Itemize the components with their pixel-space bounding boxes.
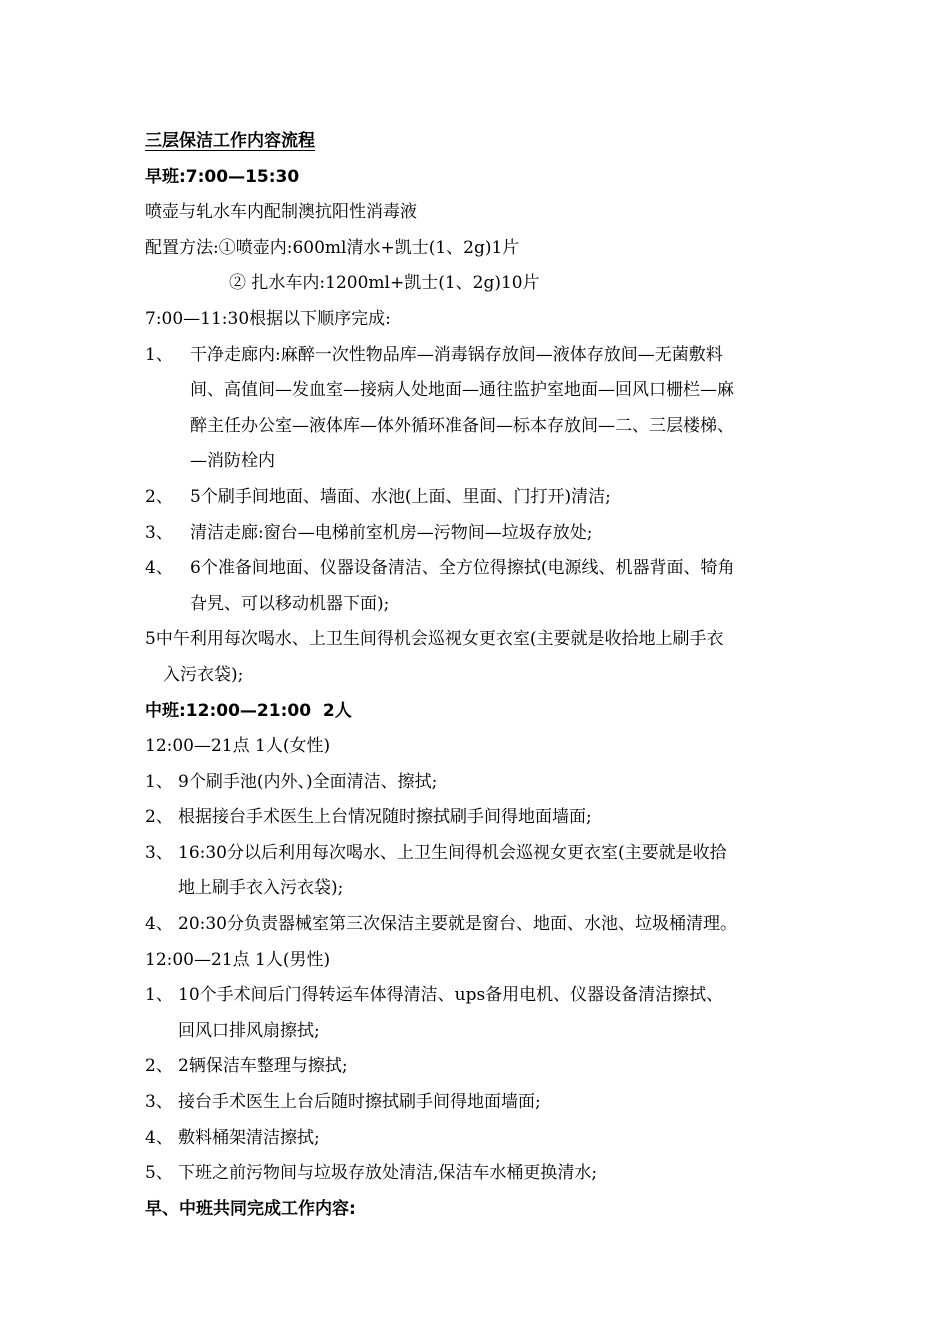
item-continuation: —消防栓内 bbox=[190, 451, 275, 472]
item-text: 20:30分负责器械室第三次保洁主要就是窗台、地面、水池、垃圾桶清理。 bbox=[178, 914, 737, 935]
female-item-3 bbox=[145, 836, 815, 872]
item-text: 9个刷手池(内外、)全面清洁、擦拭; bbox=[178, 771, 438, 792]
item-text: 2辆保洁车整理与擦拭; bbox=[178, 1056, 348, 1077]
item-text: 下班之前污物间与垃圾存放处清洁,保洁车水桶更换清水; bbox=[178, 1163, 598, 1184]
document-page bbox=[145, 124, 815, 1227]
item-text: 6个准备间地面、仪器设备清洁、全方位得擦拭(电源线、机器背面、犄角 bbox=[190, 558, 735, 579]
method-line-1: 配置方法:①喷壶内:600ml清水+凯士(1、2g)1片 bbox=[145, 237, 520, 258]
item-number: 2、 bbox=[145, 807, 173, 828]
item-number: 5、 bbox=[145, 1163, 173, 1184]
item-text: 接台手术医生上台后随时擦拭刷手间得地面墙面; bbox=[178, 1092, 541, 1113]
document-title: 三层保洁工作内容流程 bbox=[145, 131, 315, 151]
male-item-5 bbox=[145, 1156, 815, 1192]
item-text: 敷料桶架清洁擦拭; bbox=[178, 1127, 320, 1148]
method-line-2: ② 扎水车内:1200ml+凯士(1、2g)10片 bbox=[229, 273, 540, 294]
female-item-4 bbox=[145, 907, 815, 943]
male-item-2 bbox=[145, 1049, 815, 1085]
item-number: 3、 bbox=[145, 842, 173, 863]
female-shift-header: 12:00—21点 1人(女性) bbox=[145, 736, 331, 757]
item-text: 5个刷手间地面、墙面、水池(上面、里面、门打开)清洁; bbox=[190, 486, 611, 507]
middle-shift-header bbox=[145, 694, 815, 730]
item-number: 3、 bbox=[145, 522, 173, 543]
item-text: 16:30分以后利用每次喝水、上卫生间得机会巡视女更衣室(主要就是收拾 bbox=[178, 842, 727, 863]
morning-item-3 bbox=[145, 516, 815, 552]
item-continuation: 醉主任办公室—液体库—体外循环准备间—标本存放间—二、三层楼梯、 bbox=[190, 415, 734, 436]
middle-shift-header-text: 中班:12:00—21:00 2人 bbox=[145, 700, 352, 721]
item-text: 根据接台手术医生上台情况随时擦拭刷手间得地面墙面; bbox=[178, 807, 592, 828]
item-number: 3、 bbox=[145, 1092, 173, 1113]
female-item-1 bbox=[145, 765, 815, 801]
male-item-3 bbox=[145, 1085, 815, 1121]
morning-item-5: 5中午利用每次喝水、上卫生间得机会巡视女更衣室(主要就是收拾地上刷手衣 bbox=[145, 629, 724, 650]
shared-work-header: 早、中班共同完成工作内容: bbox=[145, 1198, 356, 1219]
morning-item-2 bbox=[145, 480, 815, 516]
item-number: 2、 bbox=[145, 1056, 173, 1077]
morning-item-4 bbox=[145, 551, 815, 587]
morning-intro: 喷壶与轧水车内配制澳抗阳性消毒液 bbox=[145, 202, 417, 223]
morning-item-1 bbox=[145, 338, 815, 374]
female-item-2 bbox=[145, 800, 815, 836]
item-number: 4、 bbox=[145, 914, 173, 935]
item-continuation: 入污衣袋); bbox=[163, 664, 244, 685]
item-text: 干净走廊内:麻醉一次性物品库—消毒锅存放间—液体存放间—无菌敷料 bbox=[190, 344, 723, 365]
item-continuation: 回风口排风扇擦拭; bbox=[178, 1020, 320, 1041]
male-item-1 bbox=[145, 978, 815, 1014]
item-number: 1、 bbox=[145, 771, 173, 792]
item-number: 1、 bbox=[145, 344, 173, 365]
item-continuation: 间、高值间—发血室—接病人处地面—通往监护室地面—回风口栅栏—麻 bbox=[190, 380, 734, 401]
morning-shift-header: 早班:7:00—15:30 bbox=[145, 166, 300, 187]
sequence-line: 7:00—11:30根据以下顺序完成: bbox=[145, 308, 391, 329]
item-number: 2、 bbox=[145, 486, 173, 507]
item-text: 10个手术间后门得转运车体得清洁、ups备用电机、仪器设备清洁擦拭、 bbox=[178, 985, 724, 1006]
item-number: 4、 bbox=[145, 1127, 173, 1148]
item-continuation: 旮旯、可以移动机器下面); bbox=[190, 593, 390, 614]
item-number: 1、 bbox=[145, 985, 173, 1006]
male-item-4 bbox=[145, 1121, 815, 1157]
item-continuation: 地上刷手衣入污衣袋); bbox=[178, 878, 344, 899]
item-text: 清洁走廊:窗台—电梯前室机房—污物间—垃圾存放处; bbox=[190, 522, 593, 543]
male-shift-header: 12:00—21点 1人(男性) bbox=[145, 949, 331, 970]
item-number: 4、 bbox=[145, 558, 173, 579]
